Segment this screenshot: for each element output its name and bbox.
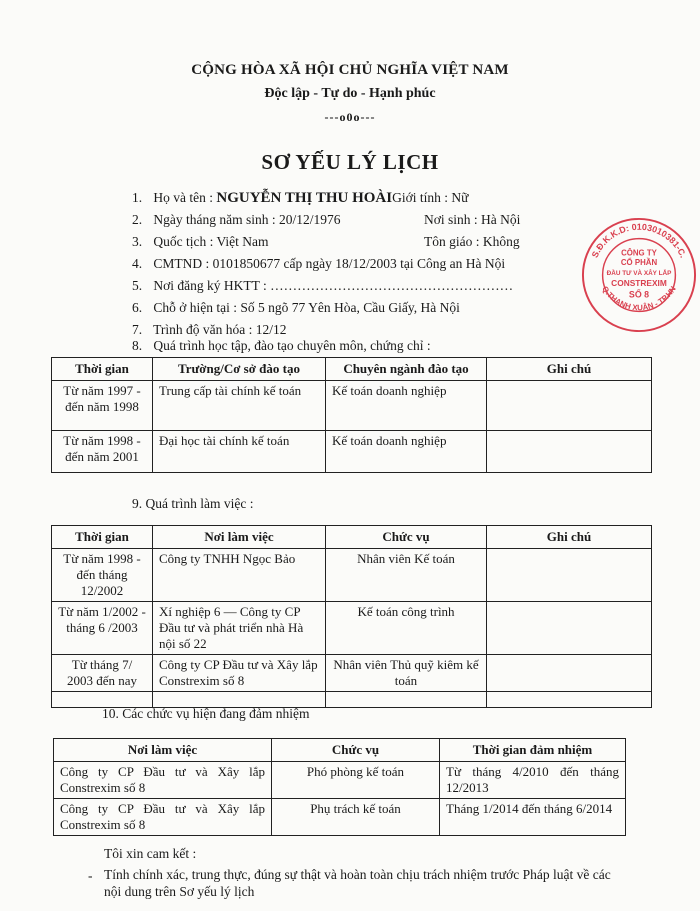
address-line [132,300,460,316]
stamp-line: ĐẦU TƯ VÀ XÂY LẮP [606,270,672,277]
table-cell: Công ty CP Đầu tư và Xây lắp Constrexim số 8 [153,655,326,692]
table-cell: Tháng 1/2014 đến tháng 6/2014 [440,799,626,836]
id-card: CMTND : 0101850677 cấp ngày 18/12/2003 tại Công an Hà Nội [153,256,506,271]
table-cell: Từ năm 1998 - đến năm 2001 [52,431,153,473]
table-cell [487,602,652,655]
commit-label: Tôi xin cam kết : [104,846,197,861]
column-header: Chức vụ [326,526,487,549]
table-header-row [52,526,652,549]
column-header: Nơi làm việc [54,739,272,762]
separator: ---o0o--- [324,110,376,124]
table-cell: Công ty TNHH Ngọc Bảo [153,549,326,602]
item-number: 8. [132,338,143,353]
table-cell: Đại học tài chính kế toán [153,431,326,473]
study-label-line [132,338,431,354]
item-number: 1. [132,190,143,205]
column-header: Chức vụ [272,739,440,762]
table-cell: Từ tháng 4/2010 đến tháng 12/2013 [440,762,626,799]
item-number: 5. [132,278,143,293]
education-line [132,322,287,338]
table-cell: Kế toán công trình [326,602,487,655]
table-row [52,655,652,692]
table-cell: Từ tháng 7/ 2003 đến nay [52,655,153,692]
table-cell [487,431,652,473]
id-line [132,256,505,272]
column-header: Ghi chú [487,358,652,381]
item-number: 7. [132,322,143,337]
study-label: Quá trình học tập, đào tạo chuyên môn, chứng chỉ : [153,338,431,353]
table-header-row [52,358,652,381]
national-title: CỘNG HÒA XÃ HỘI CHỦ NGHĨA VIỆT NAM [191,62,509,78]
full-name: NGUYỄN THỊ THU HOÀI [216,190,393,206]
birthplace: Nơi sinh : Hà Nội [424,212,521,227]
item-number: 3. [132,234,143,249]
table-row [54,762,626,799]
table-header-row [54,739,626,762]
item-number: 6. [132,300,143,315]
table-cell [487,381,652,431]
work-label: 9. Quá trình làm việc : [132,496,254,511]
item-number: 4. [132,256,143,271]
table-row [52,549,652,602]
name-line [132,190,468,207]
table-cell [487,655,652,692]
table-cell: Từ năm 1997 - đến năm 1998 [52,381,153,431]
stamp-line: CÔNG TY [621,248,657,258]
column-header: Thời gian [52,358,153,381]
table-cell: Phụ trách kế toán [272,799,440,836]
table-cell: Phó phòng kế toán [272,762,440,799]
table-cell [487,549,652,602]
item-number: 2. [132,212,143,227]
document-title: SƠ YẾU LÝ LỊCH [261,150,439,174]
commit-dash: - [88,868,93,883]
column-header: Thời gian [52,526,153,549]
column-header: Thời gian đảm nhiệm [440,739,626,762]
table-row [54,799,626,836]
stamp-line: CONSTREXIM [611,277,667,288]
column-header: Nơi làm việc [153,526,326,549]
nationality-line [132,234,269,250]
table-row [52,381,652,431]
study-table [51,357,652,473]
table-cell: Công ty CP Đầu tư và Xây lắp Constrexim số 8 [54,799,272,836]
table-cell: Kế toán doanh nghiệp [326,381,487,431]
table-cell: Trung cấp tài chính kế toán [153,381,326,431]
column-header: Trường/Cơ sở đào tạo [153,358,326,381]
motto: Độc lập - Tự do - Hạnh phúc [264,86,436,101]
table-row [52,431,652,473]
table-cell [487,692,652,708]
dob-line [132,212,340,228]
column-header: Ghi chú [487,526,652,549]
table-cell: Từ năm 1998 - đến tháng 12/2002 [52,549,153,602]
table-row [52,602,652,655]
gender: Giới tính : Nữ [392,190,469,205]
stamp-line: SỐ 8 [628,289,650,300]
table-cell [326,692,487,708]
table-cell: Xí nghiệp 6 — Công ty CP Đầu tư và phát triển nhà Hà nội số 22 [153,602,326,655]
positions-table [53,738,626,836]
work-table [51,525,652,708]
stamp-ring-bottom: Q.THANH XUÂN - TP.HN [600,284,678,313]
column-header: Chuyên ngành đào tạo [326,358,487,381]
table-cell: Nhân viên Thủ quỹ kiêm kế toán [326,655,487,692]
registered-address: Nơi đăng ký HKTT : ……………………………………………… [153,278,514,293]
religion: Tôn giáo : Không [424,234,520,249]
positions-label: 10. Các chức vụ hiện đang đảm nhiệm [102,706,310,721]
table-cell: Công ty CP Đầu tư và Xây lắp Constrexim số 8 [54,762,272,799]
hktt-line [132,278,513,294]
stamp-line: CỔ PHẦN [620,258,658,268]
date-of-birth: Ngày tháng năm sinh : 20/12/1976 [153,212,341,227]
nationality: Quốc tịch : Việt Nam [153,234,269,249]
current-address: Chỗ ở hiện tại : Số 5 ngõ 77 Yên Hòa, Cầu Giấy, Hà Nội [153,300,460,315]
stamp-ring-top: S.Đ.K.K.D: 0103010381-C. [589,221,689,260]
table-cell: Từ năm 1/2002 - tháng 6 /2003 [52,602,153,655]
table-cell: Nhân viên Kế toán [326,549,487,602]
table-cell: Kế toán doanh nghiệp [326,431,487,473]
commit-text: Tính chính xác, trung thực, đúng sự thật và hoàn toàn chịu trách nhiệm trước Pháp luật về các nội dung trên Sơ yếu lý lịch [104,867,611,899]
company-stamp [580,216,698,334]
name-label: Họ và tên : [153,190,213,205]
education-level: Trình độ văn hóa : 12/12 [153,322,287,337]
